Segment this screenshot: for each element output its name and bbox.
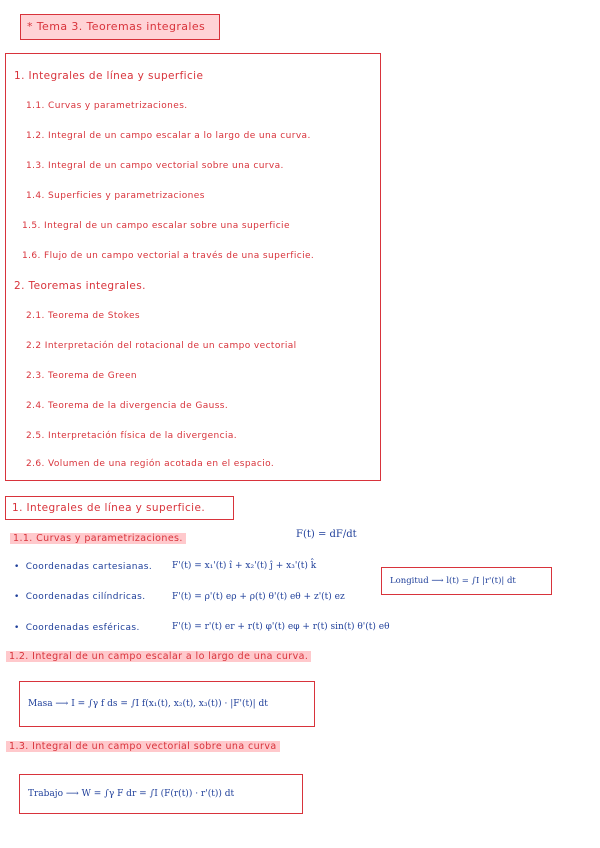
toc-item-2-2: 2.2 Interpretación del rotacional de un campo vectorial (26, 341, 297, 351)
coord-spherical-label: • Coordenadas esféricas. (14, 623, 140, 633)
toc-item-1-4: 1.4. Superficies y parametrizaciones (26, 191, 205, 201)
masa-formula-box: Masa ⟶ I = ∫γ f ds = ∫I f(x₁(t), x₂(t), x₃(t)) · |F'(t)| dt (19, 681, 315, 727)
coord-cylindrical-formula: F'(t) = ρ'(t) eρ + ρ(t) θ'(t) eθ + z'(t) ez (172, 592, 345, 602)
table-of-contents (5, 53, 381, 481)
coord-spherical-formula: F'(t) = r'(t) er + r(t) φ'(t) eφ + r(t) sin(t) θ'(t) eθ (172, 622, 390, 632)
toc-item-2-6: 2.6. Volumen de una región acotada en el espacio. (26, 459, 275, 469)
trabajo-formula-box: Trabajo ⟶ W = ∫γ F dr = ∫I (F(r(t)) · r'(t)) dt (19, 774, 303, 814)
toc-item-1-3: 1.3. Integral de un campo vectorial sobre una curva. (26, 161, 284, 171)
toc-item-2-5: 2.5. Interpretación física de la divergencia. (26, 431, 238, 441)
toc-item-1-2: 1.2. Integral de un campo escalar a lo largo de una curva. (26, 131, 311, 141)
toc-item-2-4: 2.4. Teorema de la divergencia de Gauss. (26, 401, 229, 411)
derivative-definition: F(t) = dF/dt (296, 529, 357, 540)
toc-item-2-1: 2.1. Teorema de Stokes (26, 311, 141, 321)
toc-item-2: 2. Teoremas integrales. (14, 280, 146, 292)
coord-cartesian-formula: F'(t) = x₁'(t) î + x₂'(t) ĵ + x₃'(t) k̂ (172, 561, 317, 571)
page-title: * Tema 3. Teoremas integrales (20, 14, 220, 40)
toc-item-2-3: 2.3. Teorema de Green (26, 371, 137, 381)
coord-cylindrical-label: • Coordenadas cilíndricas. (14, 592, 146, 602)
toc-item-1-6: 1.6. Flujo de un campo vectorial a través de una superficie. (22, 251, 315, 261)
coord-cartesian-label: • Coordenadas cartesianas. (14, 562, 153, 572)
toc-item-1-5: 1.5. Integral de un campo escalar sobre una superficie (22, 221, 290, 231)
section-heading: 1. Integrales de línea y superficie. (5, 496, 234, 520)
subsection-heading-1-2: 1.2. Integral de un campo escalar a lo largo de una curva. (6, 651, 311, 662)
toc-item-1: 1. Integrales de línea y superficie (14, 70, 204, 82)
longitud-formula-box: Longitud ⟶ l(t) = ∫I |r'(t)| dt (381, 567, 552, 595)
subsection-heading-1-1: 1.1. Curvas y parametrizaciones. (10, 533, 186, 544)
toc-item-1-1: 1.1. Curvas y parametrizaciones. (26, 101, 188, 111)
subsection-heading-1-3: 1.3. Integral de un campo vectorial sobre una curva (6, 741, 280, 752)
